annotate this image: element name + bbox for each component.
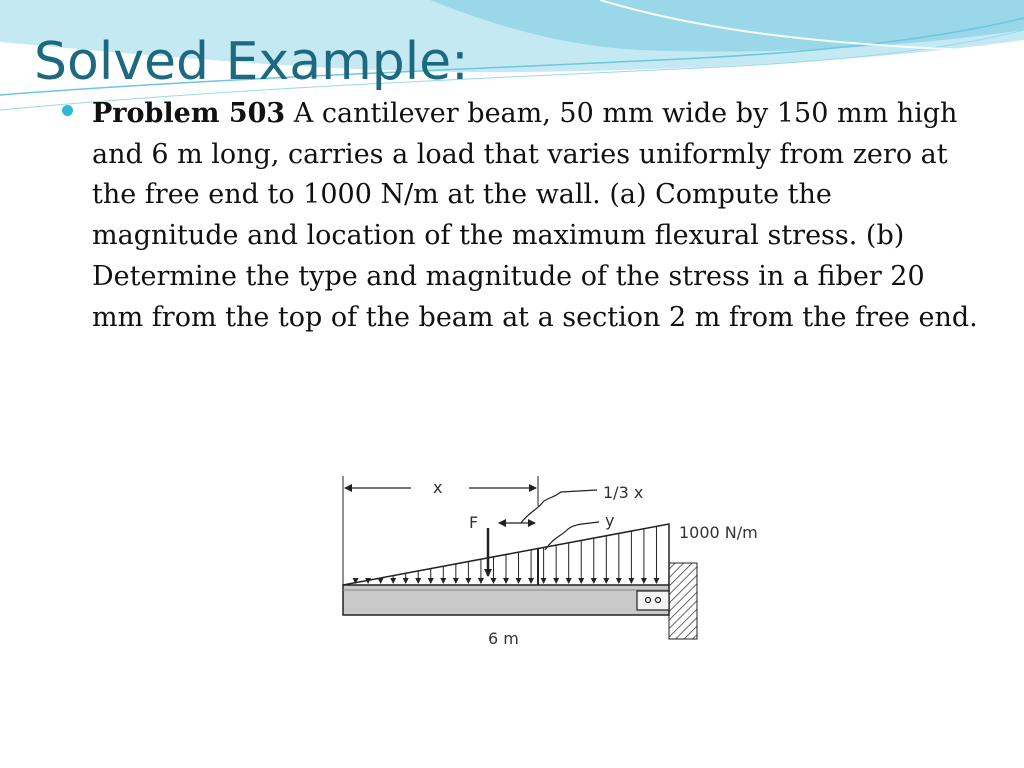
load-arrow-head xyxy=(415,578,421,584)
load-arrow-head xyxy=(490,578,496,584)
problem-text: A cantilever beam, 50 mm wide by 150 mm high and 6 m long, carries a load that varies uniformly from zero at the free end to 1000 N/m at the wall. (a) Compute the magnitude and location of the maximum flexural stress. (b) Determine the type and magnitude of the stress in a fiber 20 mm from the top of the beam at a section 2 m from the free end. xyxy=(92,98,978,333)
problem-statement xyxy=(62,94,982,338)
slide-title: Solved Example: xyxy=(34,32,469,92)
beam-figure xyxy=(291,446,807,696)
third-leader-line xyxy=(521,490,597,523)
load-arrow-head xyxy=(503,578,509,584)
load-arrow-head xyxy=(440,578,446,584)
load-arrow-head xyxy=(516,578,522,584)
third-label: 1/3 x xyxy=(603,483,644,502)
bullet-icon xyxy=(62,105,73,116)
wall-support xyxy=(669,563,697,639)
load-arrow-head xyxy=(628,578,634,584)
load-arrow-head xyxy=(465,578,471,584)
load-arrow-head xyxy=(453,578,459,584)
load-arrow-head xyxy=(528,578,534,584)
force-label: F xyxy=(469,513,479,532)
load-arrow-head xyxy=(478,578,484,584)
problem-label: Problem 503 xyxy=(92,98,286,129)
load-arrow-head xyxy=(378,578,384,584)
load-arrow-head xyxy=(390,578,396,584)
wall-bracket xyxy=(637,591,669,610)
load-label: 1000 N/m xyxy=(679,523,758,542)
length-label: 6 m xyxy=(488,629,519,648)
load-arrow-head xyxy=(578,578,584,584)
load-arrow-head xyxy=(641,578,647,584)
load-arrow-head xyxy=(428,578,434,584)
load-arrow-head xyxy=(553,578,559,584)
beam-diagram xyxy=(291,446,807,696)
load-arrow-head xyxy=(591,578,597,584)
load-arrow-head xyxy=(616,578,622,584)
problem-paragraph xyxy=(92,94,982,338)
x-label: x xyxy=(433,478,443,497)
y-label: y xyxy=(605,511,615,530)
load-arrow-head xyxy=(566,578,572,584)
load-arrow-head xyxy=(653,578,659,584)
load-arrow-head xyxy=(541,578,547,584)
load-arrow-head xyxy=(603,578,609,584)
load-arrow-head xyxy=(403,578,409,584)
